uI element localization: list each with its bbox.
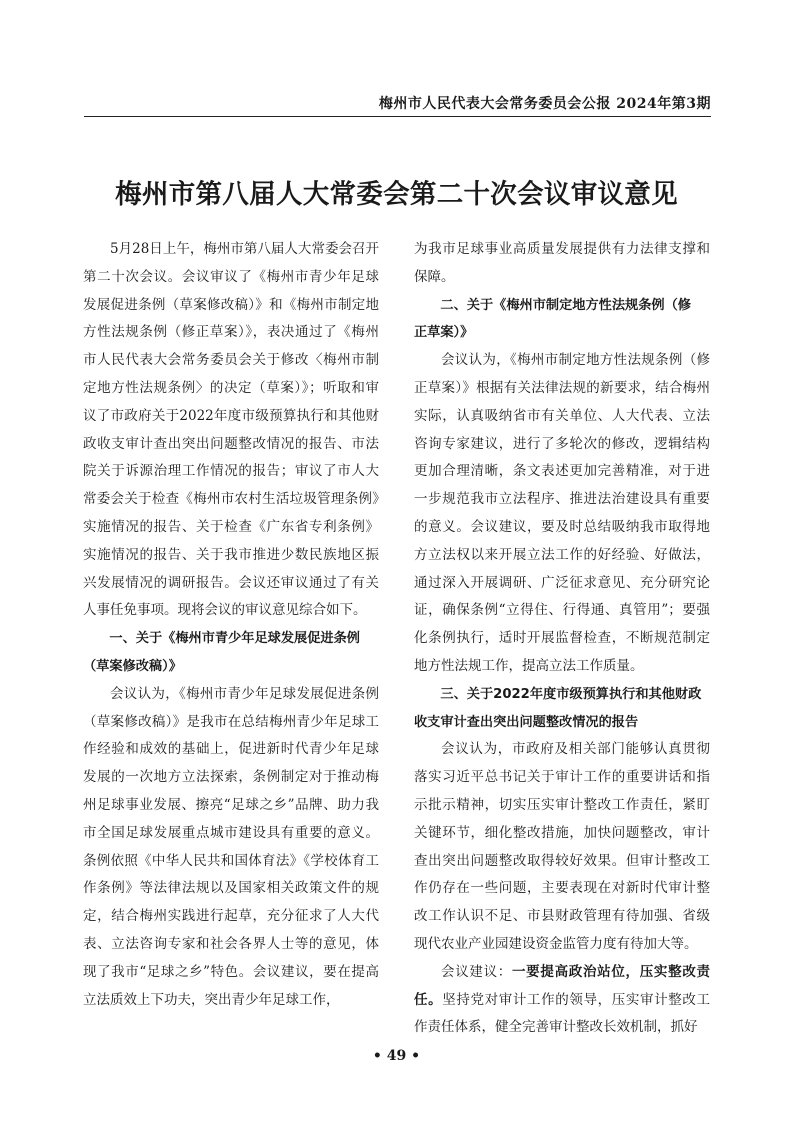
section3-heading-line1: 三、关于2022年度市级预算执行和其他财政 bbox=[440, 686, 702, 702]
suggestion-emphasis: 一要提高政治站位，压实整改责任。 bbox=[414, 963, 711, 1008]
journal-title: 梅州市人民代表大会常务委员会公报 2024年第3期 bbox=[378, 96, 711, 112]
page-number: • 49 • bbox=[372, 1048, 421, 1064]
document-title: 梅州市第八届人大常委会第二十次会议审议意见 bbox=[115, 179, 678, 210]
section2-heading-line1: 二、关于《梅州市制定地方性法规条例（修 bbox=[440, 297, 691, 313]
section3-body: 会议认为，市政府及相关部门能够认真贯彻落实习近平总书记关于审计工作的重要讲话和指示批示精神，切实压实审计整改工作责任，紧盯关键环节，细化整改措施，加快问题整改，审计查出突出问题整改取得较好效果。但审计整改工作仍存在一些问题，主要表现在对新时代审计整改工作认识不足、市县财政管理有待加强、省级现代农业产业园建设资金监管力度有待加大等。 bbox=[414, 741, 710, 952]
intro-paragraph: 5月28日上午，梅州市第八届人大常委会召开第二十次会议。会议审议了《梅州市青少年足球发展促进条例（草案修改稿）》和《梅州市制定地方性法规条例（修正草案）》，表决通过了《梅州市人民代表大会常务委员会关于修改〈梅州市制定地方性法规条例〉的决定（草案）》；听取和审议了市政府关于2022年度市级预算执行和其他财政收支审计查出突出问题整改情况的报告、市法院关于诉源治理工作情况的报告；审议了市人大常委会关于检查《梅州市农村生活垃圾管理条例》实施情况的报告、关于检查《广东省专利条例》实施情况的报告、关于我市推进少数民族地区振兴发展情况的调研报告。会议还审议通过了有关人事任免事项。现将会议的审议意见综合如下。 bbox=[83, 241, 379, 619]
suggestion-lead: 会议建议： bbox=[441, 963, 512, 980]
section2-heading-line2: 正草案）》 bbox=[414, 325, 474, 341]
right-column bbox=[414, 236, 710, 1042]
section2-body: 会议认为，《梅州市制定地方性法规条例（修正草案）》根据有关法律法规的新要求，结合梅州实际，认真吸纳省市有关单位、人大代表、立法咨询专家建议，进行了多轮次的修改，逻辑结构更加合理清晰，条文表述更加完善精准，对于进一步规范我市立法程序、推进法治建设具有重要的意义。会议建议，要及时总结吸纳我市取得地方立法权以来开展立法工作的好经验、好做法，通过深入开展调研、广泛征求意见、充分研究论证，确保条例“立得住、行得通、真管用”；要强化条例执行，适时开展监督检查，不断规范制定地方性法规工作，提高立法工作质量。 bbox=[414, 352, 710, 674]
page-header bbox=[0, 0, 793, 125]
section3-suggestion bbox=[414, 959, 710, 1042]
section3-heading-line2: 收支审计查出突出问题整改情况的报告 bbox=[414, 714, 639, 730]
left-column bbox=[83, 236, 379, 1014]
section1-body: 会议认为，《梅州市青少年足球发展促进条例（草案修改稿）》是我市在总结梅州青少年足球工作经验和成效的基础上，促进新时代青少年足球发展的一次地方立法探索，条例制定对于推动梅州足球事业发展、擦亮“足球之乡”品牌、助力我市全国足球发展重点城市建设具有重要的意义。条例依照《中华人民共和国体育法》《学校体育工作条例》等法律法规以及国家相关政策文件的规定，结合梅州实践进行起草，充分征求了人大代表、立法咨询专家和社会各界人士等的意见，体现了我市“足球之乡”特色。会议建议，要在提高立法质效上下功夫，突出青少年足球工作， bbox=[83, 685, 379, 1008]
section1-continued: 为我市足球事业高质量发展提供有力法律支撑和保障。 bbox=[414, 241, 710, 285]
section1-heading-line2: （草案修改稿）》 bbox=[83, 658, 182, 674]
section1-heading-line1: 一、关于《梅州市青少年足球发展促进条例 bbox=[109, 631, 360, 647]
suggestion-rest: 坚持党对审计工作的领导，压实审计整改工作责任体系，健全完善审计整改长效机制，抓好 bbox=[414, 991, 710, 1036]
header-divider bbox=[84, 116, 711, 117]
